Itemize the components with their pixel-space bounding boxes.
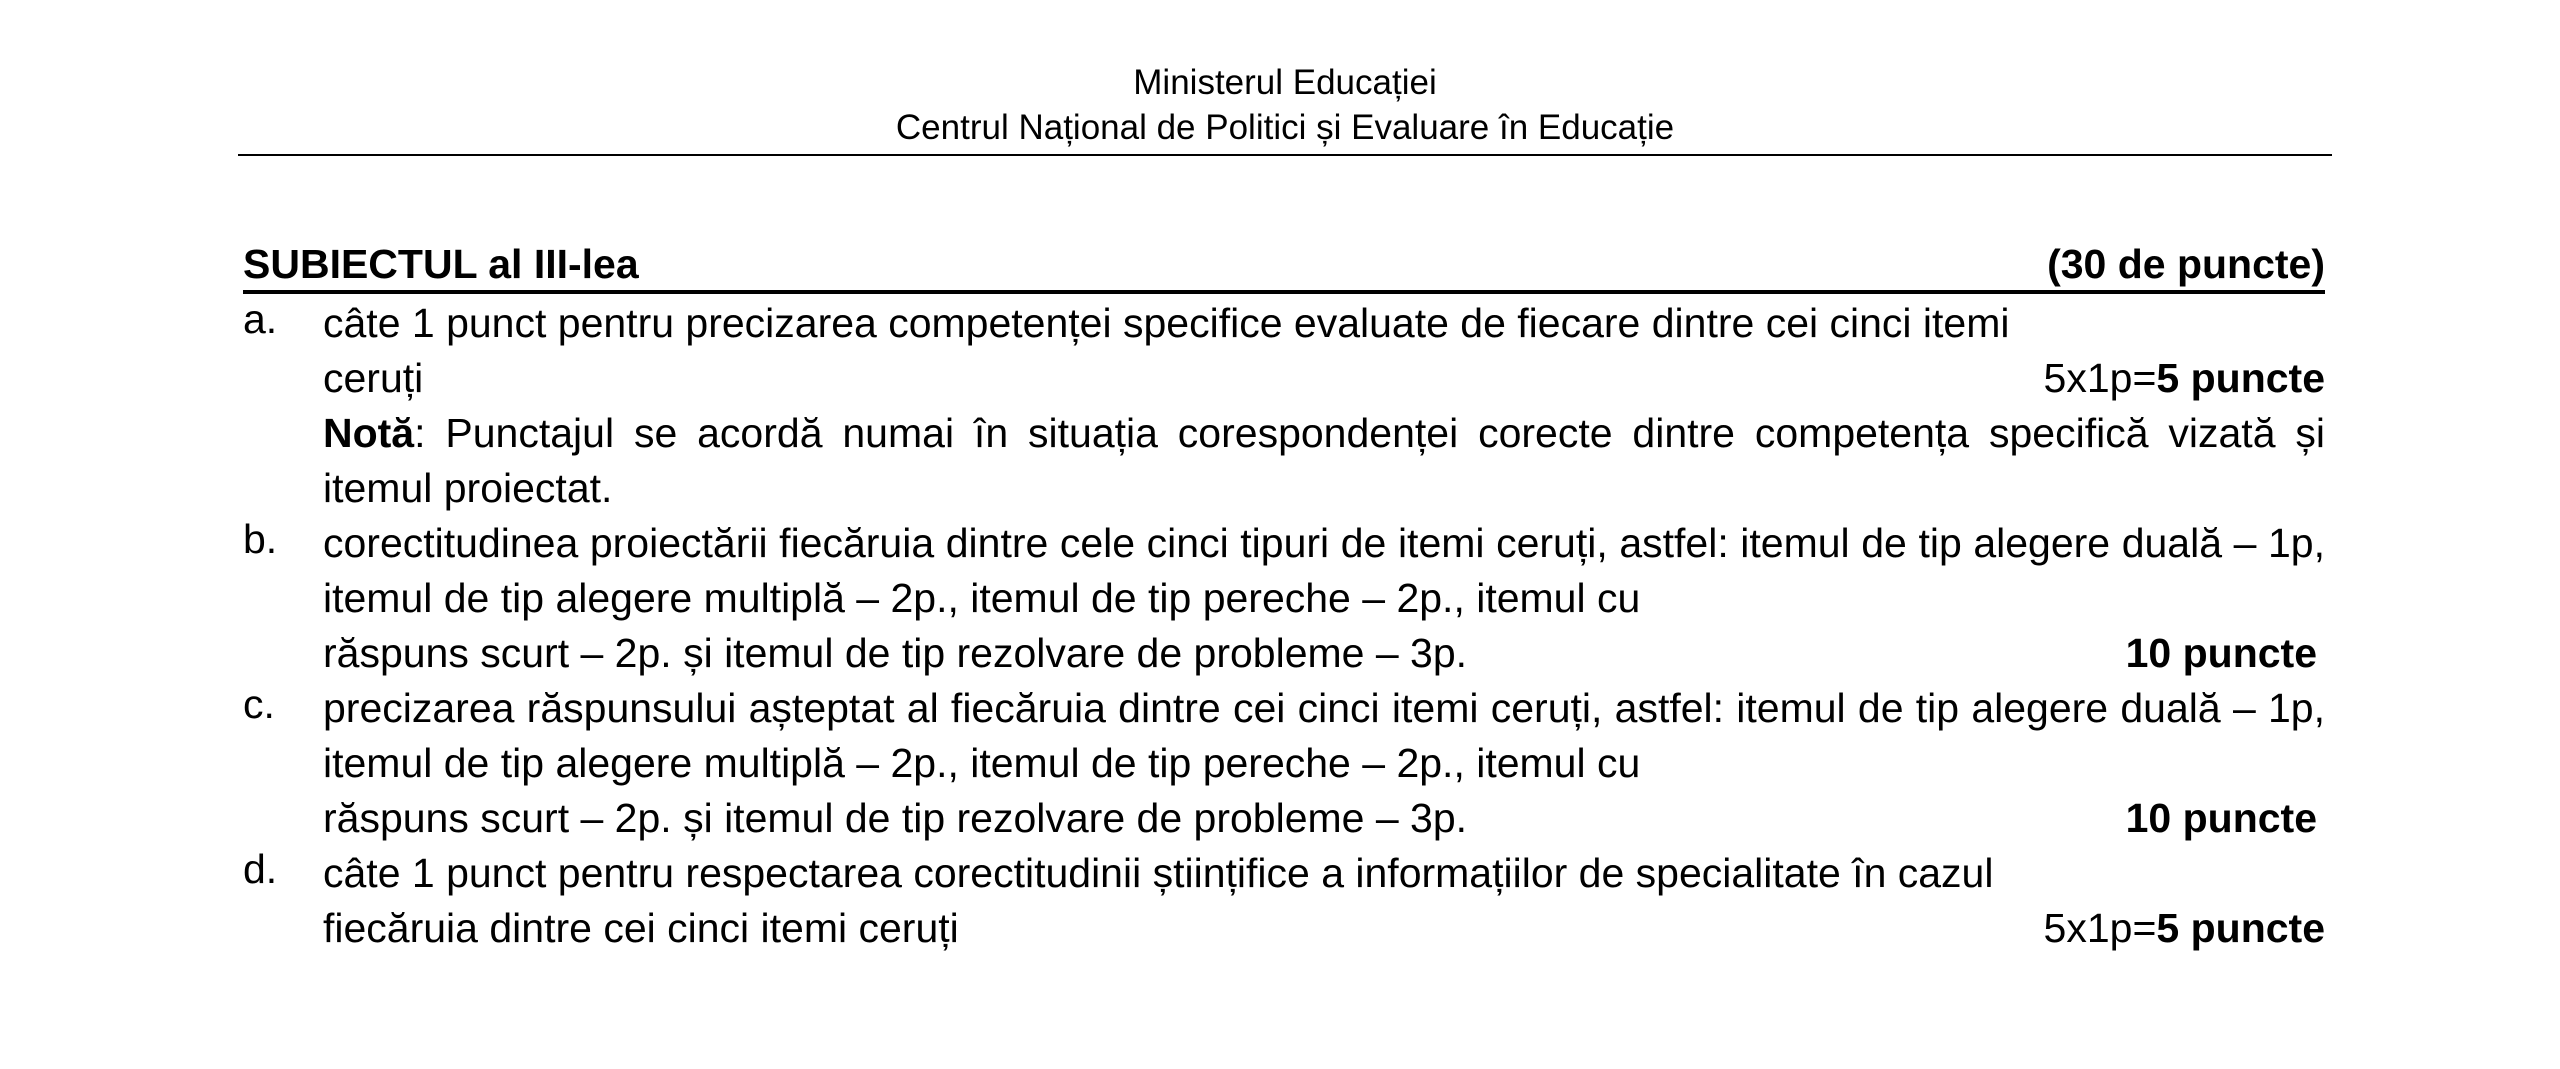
center-name: Centrul Național de Politici și Evaluare în Educație	[895, 108, 1675, 147]
section-title: SUBIECTUL al III-lea	[243, 241, 639, 287]
item-letter: a.	[243, 296, 278, 342]
document-header	[240, 60, 2330, 150]
header-divider	[238, 154, 2332, 156]
ministry-name: Ministerul Educației	[1133, 63, 1437, 102]
score-prefix: 5x1p=	[2043, 355, 2157, 401]
grading-scheme	[243, 238, 2325, 956]
item-score-row	[323, 901, 2325, 956]
item-c	[243, 681, 2325, 846]
note-label: Notă	[323, 410, 415, 456]
score-prefix: 5x1p=	[2043, 905, 2157, 951]
item-letter: b.	[243, 516, 278, 562]
item-text-end: răspuns scurt – 2p. și itemul de tip rezolvare de probleme – 3p.	[323, 630, 1468, 676]
section-title-row	[243, 238, 2325, 294]
score-points: 5 puncte	[2156, 905, 2325, 951]
item-text: câte 1 punct pentru respectarea corectitudinii științifice a informațiilor de specialitate în cazul	[323, 850, 1994, 896]
item-letter: c.	[243, 681, 275, 727]
item-score-row	[323, 791, 2325, 846]
item-score-row	[323, 626, 2325, 681]
item-b	[243, 516, 2325, 681]
item-score	[2044, 351, 2325, 406]
item-text-end: fiecăruia dintre cei cinci itemi ceruți	[323, 905, 959, 951]
item-text-end: răspuns scurt – 2p. și itemul de tip rezolvare de probleme – 3p.	[323, 795, 1468, 841]
item-text: câte 1 punct pentru precizarea competenței specifice evaluate de fiecare dintre cei cinci itemi	[323, 300, 2010, 346]
score-points: 5 puncte	[2156, 355, 2325, 401]
item-text: precizarea răspunsului așteptat al fiecăruia dintre cei cinci itemi ceruți, astfel: itemul de tip alegere duală – 1p, itemul de tip alegere multiplă – 2p., itemul de tip pereche – 2p., itemul cu	[323, 685, 2325, 786]
item-score-row	[323, 351, 2325, 406]
section-total: (30 de puncte)	[2047, 241, 2325, 287]
item-text: corectitudinea proiectării fiecăruia dintre cele cinci tipuri de itemi ceruți, astfel: itemul de tip alegere duală – 1p, itemul de tip alegere multiplă – 2p., itemul de tip pereche – 2p., itemul cu	[323, 520, 2325, 621]
item-score	[2044, 901, 2325, 956]
item-score: 10 puncte	[2125, 795, 2317, 841]
item-d	[243, 846, 2325, 956]
item-a	[243, 296, 2325, 516]
note	[323, 406, 2325, 516]
item-letter: d.	[243, 846, 278, 892]
item-text-end: ceruți	[323, 355, 424, 401]
note-text: : Punctajul se acordă numai în situația corespondenței corecte dintre competența specifică vizată și itemul proiectat.	[323, 410, 2325, 511]
item-score: 10 puncte	[2125, 630, 2317, 676]
